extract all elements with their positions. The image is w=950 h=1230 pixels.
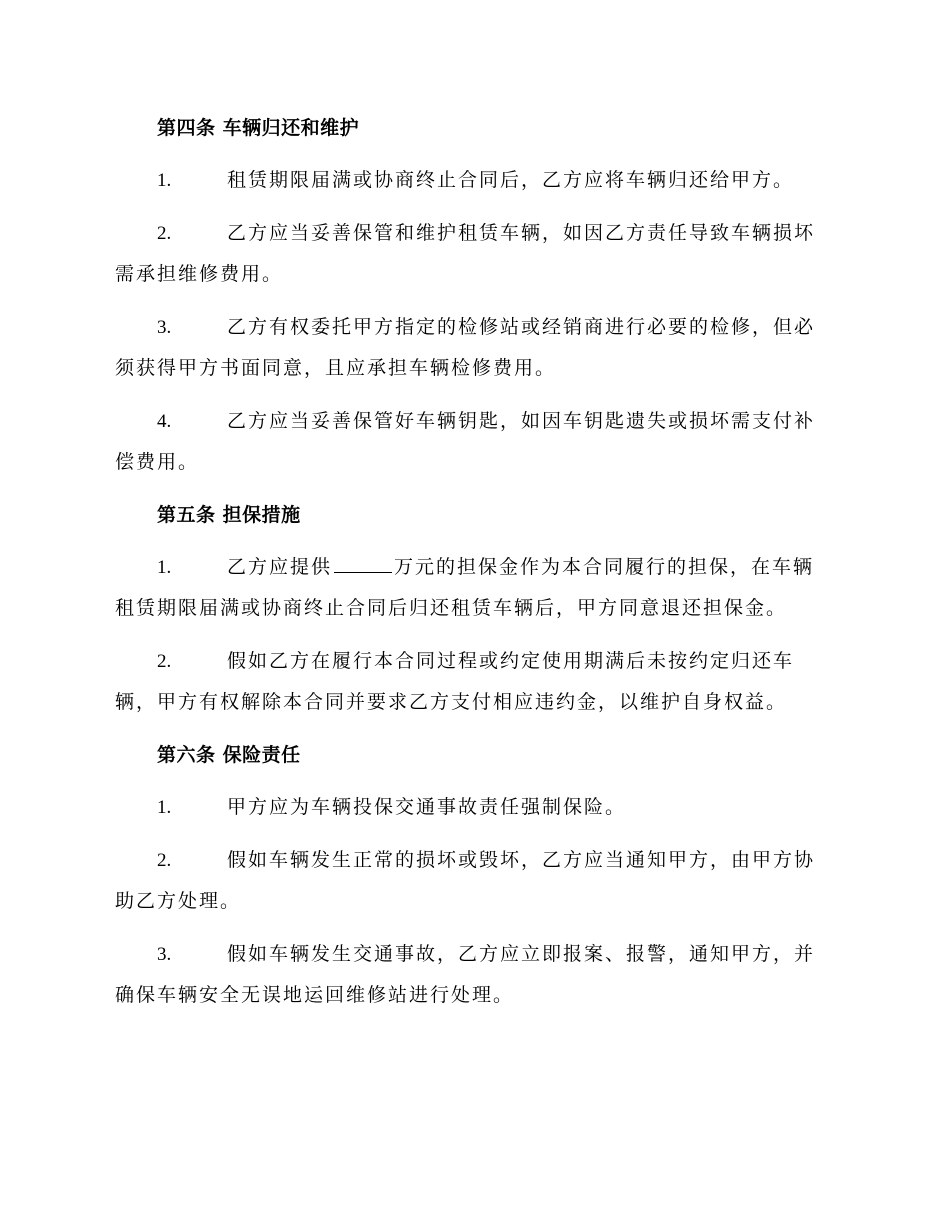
- fill-in-blank: [334, 554, 392, 573]
- clause-item: [115, 840, 835, 922]
- clause-number: 1.: [157, 797, 172, 818]
- clause-number: 1.: [157, 170, 172, 191]
- clause-number: 1.: [157, 557, 172, 578]
- clause-text: 租赁期限届满或协商终止合同后，乙方应将车辆归还给甲方。: [227, 169, 795, 191]
- clause-text: 假如车辆发生正常的损坏或毁坏，乙方应当通知甲方，由甲方协助乙方处理。: [115, 849, 816, 912]
- clause-text: 乙方有权委托甲方指定的检修站或经销商进行必要的检修，但必须获得甲方书面同意，且应承担车辆检修费用。: [115, 316, 816, 379]
- clause-number: 3.: [157, 944, 172, 965]
- section-heading: 第五条 担保措施: [157, 504, 301, 526]
- clause-number: 2.: [157, 223, 172, 244]
- clause-text: 乙方应当妥善保管和维护租赁车辆，如因乙方责任导致车辆损坏需承担维修费用。: [115, 222, 816, 285]
- clause-text: 假如乙方在履行本合同过程或约定使用期满后未按约定归还车辆，甲方有权解除本合同并要求乙方支付相应违约金，以维护自身权益。: [115, 650, 795, 713]
- clause-text: 乙方应当妥善保管好车辆钥匙，如因车钥匙遗失或损坏需支付补偿费用。: [115, 410, 816, 473]
- document-body: [115, 108, 835, 1028]
- clause-item: [115, 641, 835, 723]
- section-heading: 第四条 车辆归还和维护: [157, 117, 360, 139]
- clause-number: 3.: [157, 317, 172, 338]
- clause-item: [115, 787, 835, 828]
- clause-text-before-blank: 乙方应提供: [227, 556, 333, 578]
- clause-text-after-blank: 万元的担保金作为本合同履行的担保，在车辆租赁期限届满或协商终止合同后归还租赁车辆后，甲方同意退还担保金。: [115, 556, 815, 619]
- clause-item: [115, 160, 835, 201]
- clause-item: [115, 934, 835, 1016]
- clause-text: 甲方应为车辆投保交通事故责任强制保险。: [227, 796, 627, 818]
- section-heading: 第六条 保险责任: [157, 744, 301, 766]
- clause-item: [115, 307, 835, 389]
- clause-text: 假如车辆发生交通事故，乙方应立即报案、报警，通知甲方，并确保车辆安全无误地运回维修站进行处理。: [115, 943, 816, 1006]
- clause-number: 2.: [157, 850, 172, 871]
- clause-item: [115, 547, 835, 629]
- clause-item: [115, 401, 835, 483]
- clause-item: [115, 213, 835, 295]
- clause-number: 4.: [157, 411, 172, 432]
- clause-number: 2.: [157, 651, 172, 672]
